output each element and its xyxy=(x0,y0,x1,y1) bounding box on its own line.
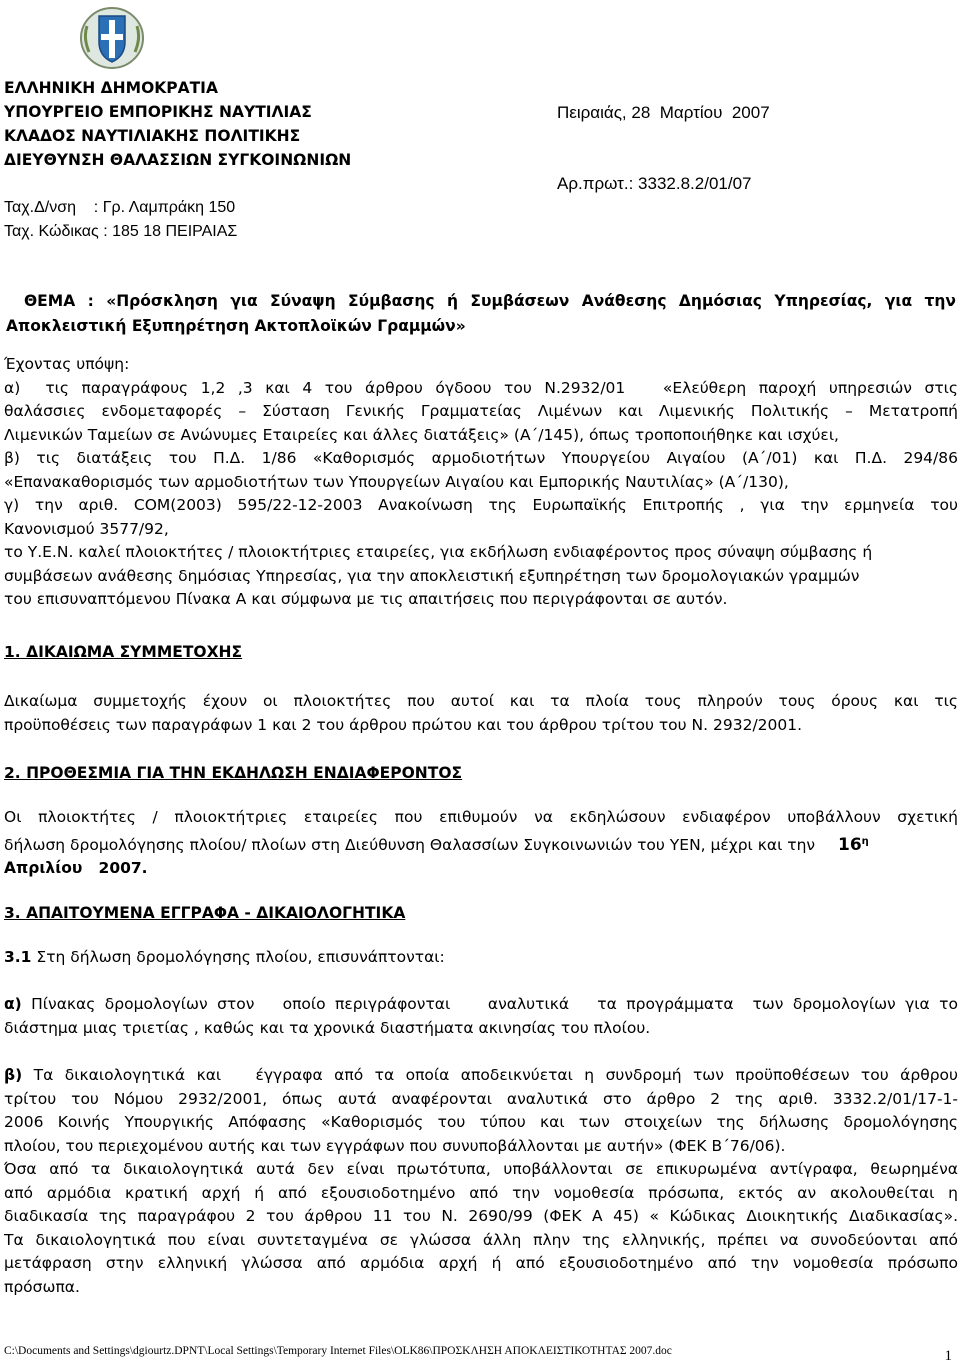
directorate-name: ΔΙΕΥΘΥΝΣΗ ΘΑΛΑΣΣΙΩΝ ΣΥΓΚΟΙΝΩΝΙΩΝ xyxy=(4,151,352,169)
section-1-line-1: Δικαίωμα συμμετοχής έχουν οι πλοιοκτήτες που αυτοί και τα πλοία τους πληρούν τους όρους και τις xyxy=(4,692,958,710)
copies-line-1: Όσα από τα δικαιολογητικά αυτά δεν είναι πρωτότυπα, υποβάλλονται σε επικυρωμένα αντίγραφα, θεωρημένα xyxy=(4,1160,958,1178)
clause-c-line-1: γ) την αριθ. COM(2003) 595/22-12-2003 Ανακοίνωση της Ευρωπαϊκής Επιτροπής , για την ερμηνεία του xyxy=(4,496,958,514)
clause-b-line-2: «Επανακαθορισμός των αρμοδιοτήτων των Υπουργείων Αιγαίου και Εμπορικής Ναυτιλίας» (Α΄/130), xyxy=(4,472,789,491)
clause-a-line-1: α) τις παραγράφους 1,2 ,3 και 4 του άρθρου όγδοου του Ν.2932/01 «Ελεύθερη παροχή υπηρεσιών στις xyxy=(4,378,958,397)
subject-line-2: Αποκλειστική Εξυπηρέτηση Ακτοπλοϊκών Γραμμών» xyxy=(6,317,466,335)
country-name: ΕΛΛΗΝΙΚΗ ΔΗΜΟΚΡΑΤΙΑ xyxy=(4,79,218,97)
call-line-3: του επισυναπτόμενου Πίνακα Α και σύμφωνα με τις απαιτήσεις που περιγράφονται σε αυτόν. xyxy=(4,590,728,608)
clause-b-line-1: β) τις διατάξεις του Π.Δ. 1/86 «Καθορισμός αρμοδιοτήτων Υπουργείου Αιγαίου (Α΄/01) και Π.Δ. 294/86 xyxy=(4,449,958,467)
greek-coat-of-arms xyxy=(79,6,145,70)
file-path-footer: C:\Documents and Settings\dgiourtz.DPNT\Local Settings\Temporary Internet Files\OLK86\ΠΡΟΣΚΛΗΣΗ ΑΠΟΚΛΕΙΣΤΙΚΟΤΗΤΑΣ 2007.doc xyxy=(4,1345,672,1357)
ministry-name: ΥΠΟΥΡΓΕΙΟ ΕΜΠΟΡΙΚΗΣ ΝΑΥΤΙΛΙΑΣ xyxy=(4,103,312,121)
section-2-heading: 2. ΠΡΟΘΕΣΜΙΑ ΓΙΑ ΤΗΝ ΕΚΔΗΛΩΣΗ ΕΝΔΙΑΦΕΡΟΝΤΟΣ xyxy=(4,764,463,782)
copies-line-2: από αρμόδια κρατική αρχή ή από εξουσιοδοτημένο από την νομοθεσία πρόσωπα, εκτός αν ακολουθείται η xyxy=(4,1183,958,1202)
item-a-line-2: διάστημα μιας τριετίας , καθώς και τα χρονικά διαστήματα ακινησίας του πλοίου. xyxy=(4,1018,651,1037)
item-b xyxy=(4,1064,958,1299)
call-line-1: το Υ.Ε.Ν. καλεί πλοιοκτήτες / πλοιοκτήτριες εταιρείες, για εκδήλωση ενδιαφέροντος προς σύναψη σύμβασης ή xyxy=(4,543,873,561)
deadline-month-year: Απριλίου 2007. xyxy=(4,859,148,878)
subject-line-1: ΘΕΜΑ : «Πρόσκληση για Σύναψη Σύμβασης ή Συμβάσεων Ανάθεσης Δημόσιας Υπηρεσίας, για την xyxy=(24,292,956,310)
document-date: Πειραιάς, 28 Μαρτίου 2007 xyxy=(557,103,770,122)
section-1-body xyxy=(4,690,958,737)
section-2-line-1: Οι πλοιοκτήτες / πλοιοκτήτριες εταιρείες που επιθυμούν να εκδηλώσουν ενδιαφέρον υποβάλλουν σχετική xyxy=(4,808,958,826)
copies-line-3: διαδικασία της παραγράφου 2 του άρθρου 11 του Ν. 2690/99 (ΦΕΚ Α 45) « Κώδικας Διοικητικής Διαδικασίας». xyxy=(4,1207,958,1225)
section-3-1 xyxy=(4,946,958,970)
clause-a-line-2: θαλάσσιες ενδομεταφορές – Σύσταση Γενικής Γραμματείας Λιμένων και Λιμενικής Πολιτικής – Μετατροπή xyxy=(4,402,958,420)
postal-code: Ταχ. Κώδικας : 185 18 ΠΕΙΡΑΙΑΣ xyxy=(4,223,238,240)
protocol-number: Αρ.πρωτ.: 3332.8.2/01/07 xyxy=(557,174,752,193)
clause-c-line-2: Κανονισμού 3577/92, xyxy=(4,519,169,538)
considering-intro: Έχοντας υπόψη: xyxy=(4,355,130,373)
subsection-number: 3.1 xyxy=(4,948,32,966)
copies-line-6: πρόσωπα. xyxy=(4,1277,80,1296)
clause-a-line-3: Λιμενικών Ταμείων σε Ανώνυμες Εταιρείες και άλλες διατάξεις» (Α΄/145), όπως τροποποιήθηκε και ισχύει, xyxy=(4,425,839,444)
item-b-line-3: 2006 Κοινής Υπουργικής Απόφασης «Καθορισμός του τύπου και των στοιχείων της δήλωσης δρομολόγησης xyxy=(4,1113,958,1131)
considering-block xyxy=(4,353,958,612)
item-a xyxy=(4,993,958,1040)
section-3-heading: 3. ΑΠΑΙΤΟΥΜΕΝΑ ΕΓΓΡΑΦΑ - ΔΙΚΑΙΟΛΟΓΗΤΙΚΑ xyxy=(4,904,406,922)
item-b-line-4: πλοίου, του περιεχομένου αυτής και των εγγράφων που συνυποβάλλονται με αυτήν» (ΦΕΚ Β΄76/06). xyxy=(4,1136,786,1155)
postal-address: Ταχ.Δ/νση : Γρ. Λαμπράκη 150 xyxy=(4,199,236,216)
section-2-body xyxy=(4,806,958,881)
item-b-line-1: Τα δικαιολογητικά και έγγραφα από τα οποία αποδεικνύεται η συνδρομή των προϋποθέσεων του άρθρου xyxy=(22,1066,958,1084)
call-line-2: συμβάσεων ανάθεσης δημόσιας Υπηρεσίας, για την αποκλειστική εξυπηρέτηση των δρομολογιακών γραμμών xyxy=(4,566,860,585)
item-a-line-1: Πίνακας δρομολογίων στον οποίο περιγράφονται αναλυτικά τα προγράμματα των δρομολογίων για το xyxy=(21,995,958,1013)
section-1-line-2: προϋποθέσεις των παραγράφων 1 και 2 του άρθρου πρώτου και του άρθρου τρίτου του Ν. 2932/2001. xyxy=(4,715,803,734)
item-a-label: α) xyxy=(4,995,22,1013)
page-number: 1 xyxy=(944,1348,952,1364)
deadline-day: 16 xyxy=(838,834,862,855)
subject xyxy=(6,289,956,339)
section-2-line-2-text: δήλωση δρομολόγησης πλοίου/ πλοίων στη Διεύθυνση Θαλασσίων Συγκοινωνιών του ΥΕΝ, μέχρι και την xyxy=(4,835,816,854)
section-1-heading: 1. ΔΙΚΑΙΩΜΑ ΣΥΜΜΕΤΟΧΗΣ xyxy=(4,643,243,661)
copies-line-4: Τα δικαιολογητικά που είναι συντεταγμένα σε γλώσσα άλλη πλην της ελληνικής, πρέπει να συνοδεύονται από xyxy=(4,1230,958,1249)
item-b-line-2: τρίτου του Νόμου 2932/2001, όπως αυτά αναφέρονται αναλυτικά στο άρθρο 2 της αριθ. 3332.2/01/17-1- xyxy=(4,1089,958,1108)
branch-name: ΚΛΑΔΟΣ ΝΑΥΤΙΛΙΑΚΗΣ ΠΟΛΙΤΙΚΗΣ xyxy=(4,127,301,145)
section-2-line-2 xyxy=(4,830,958,858)
item-b-label: β) xyxy=(4,1066,23,1084)
subsection-text: Στη δήλωση δρομολόγησης πλοίου, επισυνάπτονται: xyxy=(31,948,445,966)
deadline-day-suffix: η xyxy=(861,835,869,847)
copies-line-5: μετάφραση στην ελληνική γλώσσα από αρμόδια αρχή ή από εξουσιοδοτημένο από την νομοθεσία πρόσωπο xyxy=(4,1254,958,1272)
